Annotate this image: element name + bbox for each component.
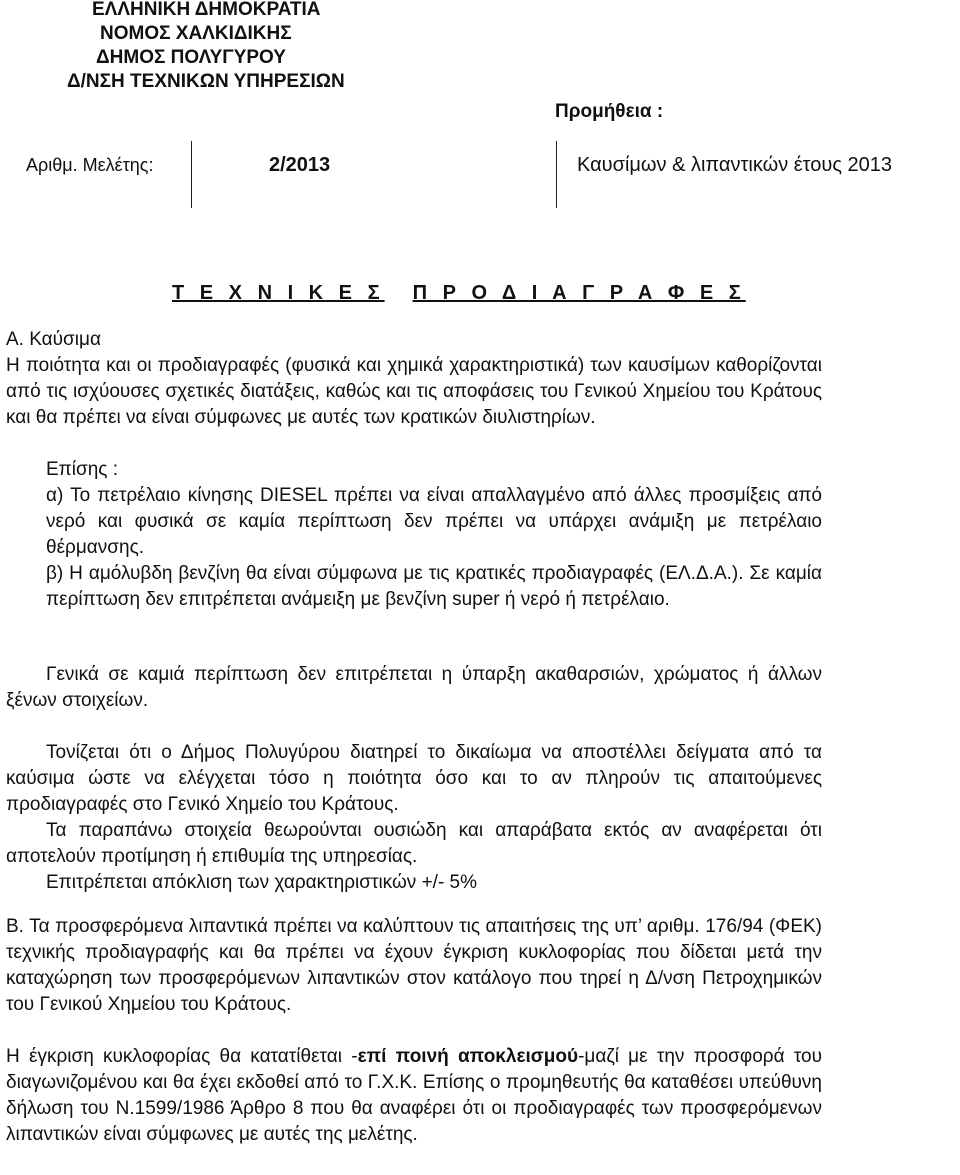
page-title [172,282,746,305]
general-paragraph: Γενικά σε καμιά περίπτωση δεν επιτρέπεται η ύπαρξη ακαθαρσιών, χρώματος ή άλλων ξένων στοιχείων. [6,664,822,711]
section-b-paragraph-1: Β. Τα προσφερόμενα λιπαντικά πρέπει να καλύπτουν τις απαιτήσεις της υπ’ αριθμ. 176/94 (ΦΕΚ) τεχνικής προδιαγραφής και θα πρέπει να έχουν έγκριση κυκλοφορίας που δίδεται μετά την καταχώρηση των προσφερόμενων λιπαντικών στον κατάλογο που τηρεί η Δ/νση Πετροχημικών του Γενικού Χημείου του Κράτους. [6,916,822,1015]
also-label: Επίσης : [46,459,119,480]
page-title-part1: Τ Ε Χ Ν Ι Κ Ε Σ [172,282,385,304]
table-divider [191,141,192,208]
emphasis-paragraph: Τονίζεται ότι ο Δήμος Πολυγύρου διατηρεί το δικαίωμα να αποστέλλει δείγματα από τα καύσιμα ώστε να ελέγχεται τόσο η ποιότητα όσο και το αν πληρούν τις απαιτούμενες προδιαγραφές στο Γενικό Χημείο του Κράτους. [6,742,822,815]
para2-bold-emphasis: επί ποινή αποκλεισμού [357,1046,579,1067]
procurement-label: Προμήθεια : [555,101,664,122]
para2-start: Η έγκριση κυκλοφορίας θα κατατίθεται - [6,1046,358,1067]
section-b-paragraph-2 [6,1044,822,1148]
para2-end: -μαζί με την προσφορά του διαγωνιζομένου και θα έχει εκδοθεί από το Γ.Χ.Κ. Επίσης ο προμηθευτής θα καταθέσει υπεύθυνη δήλωση του Ν.1599/1986 Άρθρο 8 που θα αναφέρει ότι οι προδιαγραφές των προσφερόμενων λιπαντικών είναι σύμφωνες με αυτές της μελέτης. [6,1046,823,1145]
header-line-country: ΕΛΛΗΝΙΚΗ ΔΗΜΟΚΡΑΤΙΑ [92,0,321,20]
section-a-paragraph-1: Η ποιότητα και οι προδιαγραφές (φυσικά και χημικά χαρακτηριστικά) των καυσίμων καθορίζονται από τις ισχύουσες σχετικές διατάξεις, καθώς και τις αποφάσεις του Γενικού Χημείου του Κράτους και θα πρέπει να είναι σύμφωνες με αυτές των κρατικών διυλιστηρίων. [6,355,822,428]
item-b-unleaded: β) Η αμόλυβδη βενζίνη θα είναι σύμφωνα με τις κρατικές προδιαγραφές (ΕΛ.Δ.Α.). Σε καμία περίπτωση δεν επιτρέπεται ανάμειξη με βενζίνη super ή νερό ή πετρέλαιο. [46,563,822,610]
page-title-part2: Π Ρ Ο Δ Ι Α Γ Ρ Α Φ Ε Σ [412,282,746,304]
item-a-diesel: α) Το πετρέλαιο κίνησης DIESEL πρέπει να είναι απαλλαγμένο από άλλες προσμίξεις από νερό και φυσικά σε καμία περίπτωση δεν πρέπει να υπάρχει ανάμιξη με πετρέλαιο θέρμανσης. [46,485,822,558]
study-number-label: Αριθμ. Μελέτης: [26,155,154,175]
table-divider [556,141,557,208]
header-line-municipality: ΔΗΜΟΣ ΠΟΛΥΓΥΡΟΥ [96,47,286,68]
procurement-subject: Καυσίμων & λιπαντικών έτους 2013 [577,154,893,176]
tolerance-text: Επιτρέπεται απόκλιση των χαρακτηριστικών +/- 5% [46,872,478,893]
essential-paragraph: Τα παραπάνω στοιχεία θεωρούνται ουσιώδη και απαράβατα εκτός αν αναφέρεται ότι αποτελούν προτίμηση ή επιθυμία της υπηρεσίας. [6,820,822,867]
header-line-prefecture: ΝΟΜΟΣ ΧΑΛΚΙΔΙΚΗΣ [100,23,292,44]
section-a-heading: Α. Καύσιμα [6,329,101,350]
header-line-department: Δ/ΝΣΗ ΤΕΧΝΙΚΩΝ ΥΠΗΡΕΣΙΩΝ [67,71,345,92]
study-number-value: 2/2013 [269,154,331,176]
